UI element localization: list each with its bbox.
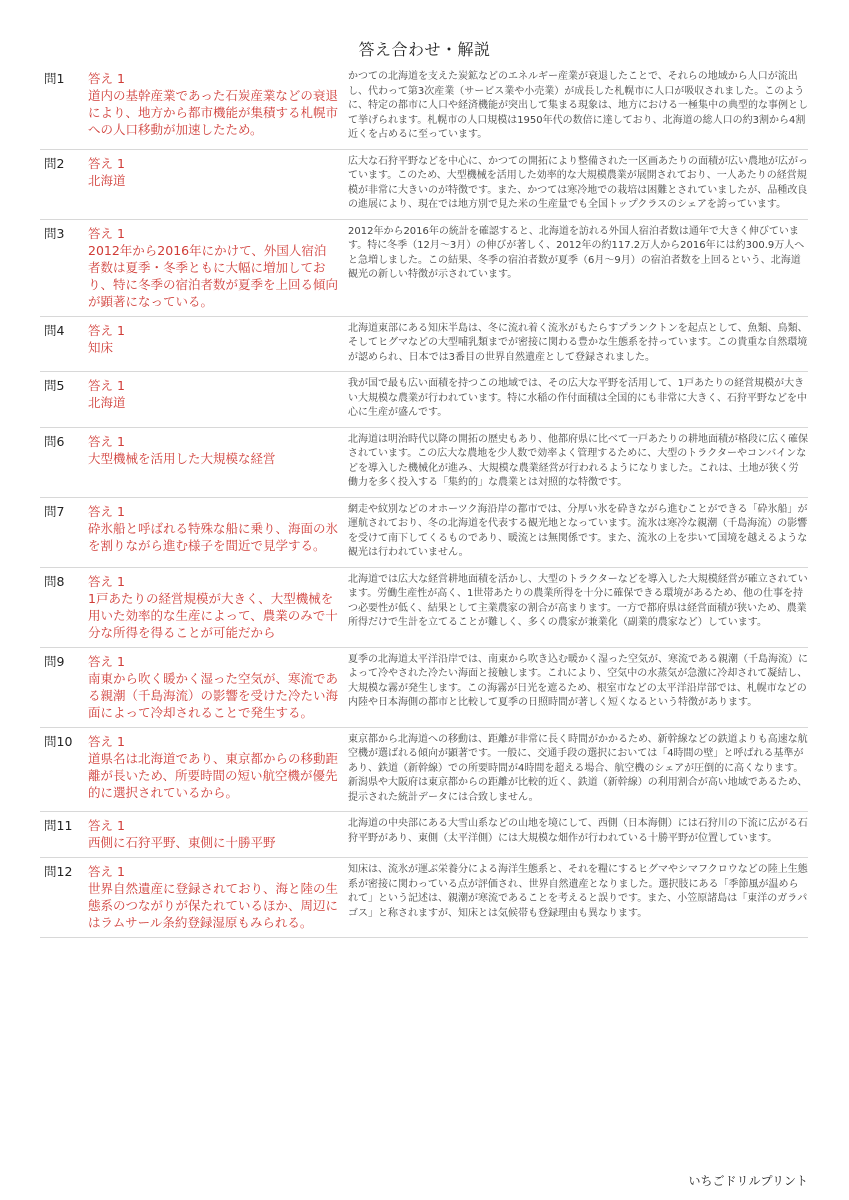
- answer-cell: [86, 573, 338, 641]
- answer-cell: [86, 817, 338, 851]
- answer-cell: [86, 733, 338, 806]
- answer-label: 答え 1: [88, 503, 125, 519]
- answer-row-3: [40, 220, 808, 317]
- answer-label: 答え 1: [88, 71, 125, 86]
- answer-row-6: [40, 428, 808, 498]
- explanation-text: 北海道東部にある知床半島は、冬に流れ着く流氷がもたらすプランクトンを起点として、魚類、鳥類、そしてヒグマなどの大型哺乳類までが密接に関わる豊かな生態系を持っています。この貴重な自然環境が認められ、日本では3番目の世界自然遺産として登録されました。: [348, 322, 808, 363]
- explanation-text: 広大な石狩平野などを中心に、かつての開拓により整備された一区画あたりの面積が広い農地が広がっています。このため、大型機械を活用した効率的な大規模農業が展開されており、一人あたりの経営規模が非常に大きいのが特徴です。また、かつては寒冷地での栽培は困難とされていましたが、品種改良の進展により、現在では地方別で見た米の生産量でも全国トップクラスのシェアを誇っています。: [348, 155, 808, 210]
- answer-row-1: [40, 65, 808, 150]
- answer-row-11: [40, 812, 808, 858]
- question-number: 問10: [44, 733, 73, 749]
- answer-cell: [86, 70, 338, 143]
- answer-row-9: [40, 648, 808, 728]
- answer-row-7: [40, 498, 808, 568]
- question-number: 問2: [44, 155, 65, 171]
- explanation-text: 我が国で最も広い面積を持つこの地域では、その広大な平野を活用して、1戸あたりの経営規模が大きい大規模な農業が行われています。特に水稲の作付面積は全国的にも非常に大きく、石狩平野などを中心に生産が盛んです。: [348, 378, 807, 418]
- answer-text: 道内の基幹産業であった石炭産業などの衰退により、地方から都市機能が集積する札幌市への人口移動が加速したため。: [88, 88, 339, 137]
- question-number: 問4: [44, 322, 65, 338]
- answer-label: 答え 1: [88, 818, 125, 833]
- question-number: 問6: [44, 433, 65, 449]
- question-number: 問11: [44, 818, 73, 833]
- answer-text: 砕氷船と呼ばれる特殊な船に乗り、海面の氷を割りながら進む様子を間近で見学する。: [88, 520, 339, 553]
- answer-cell: [86, 653, 338, 721]
- answer-cell: [86, 322, 338, 366]
- answer-row-5: [40, 372, 808, 428]
- answer-cell: [86, 225, 338, 310]
- answer-text: 西側に石狩平野、東側に十勝平野: [88, 835, 276, 850]
- answer-label: 答え 1: [88, 378, 125, 393]
- answer-label: 答え 1: [88, 573, 125, 589]
- answer-text: 世界自然遺産に登録されており、海と陸の生態系のつながりが保たれているほか、周辺にはラムサール条約登録湿原もみられる。: [88, 881, 339, 930]
- question-number: 問3: [44, 225, 65, 241]
- answer-cell: [86, 503, 338, 561]
- question-number: 問1: [44, 71, 65, 86]
- answer-text: 知床: [88, 339, 114, 355]
- explanation-text: かつての北海道を支えた炭鉱などのエネルギー産業が衰退したことで、それらの地域から人口が流出し、代わって第3次産業（サービス業や小売業）が成長した札幌市に人口が吸収されました。このように、特定の都市に人口や経済機能が突出して集まる現象は、地方における一極集中の典型的な事例として挙げられます。札幌市の人口規模は1950年代の数倍に達しており、北海道の総人口の約3割から4割近くを占めるに至っています。: [348, 71, 808, 140]
- answer-cell: [86, 155, 338, 213]
- explanation-text: 夏季の北海道太平洋沿岸では、南東から吹き込む暖かく湿った空気が、寒流である親潮（千島海流）によって冷やされた冷たい海面と接触します。これにより、空気中の水蒸気が急激に冷却されて凝結し、大規模な霧が発生します。この海霧が日光を遮るため、根室市などの太平洋沿岸部では、札幌市などの内陸や日本海側の都市と比較して夏季の日照時間が著しく短くなるという特徴があります。: [348, 653, 808, 708]
- question-number: 問12: [44, 864, 73, 879]
- answer-cell: [86, 433, 338, 491]
- answer-table: [40, 65, 808, 938]
- answer-row-12: [40, 858, 808, 938]
- answer-row-8: [40, 568, 808, 648]
- explanation-text: 知床は、流氷が運ぶ栄養分による海洋生態系と、それを糧にするヒグマやシマフクロウなどの陸上生態系が密接に関わっている点が評価され、世界自然遺産となりました。選択肢にある「季節風が温められて」という記述は、親潮が寒流であることを考えると誤りです。また、小笠原諸島は「東洋のガラパゴス」と称されますが、知床とは気候帯も登録理由も異なります。: [348, 864, 808, 919]
- answer-row-2: [40, 150, 808, 220]
- answer-text: 大型機械を活用した大規模な経営: [88, 450, 276, 466]
- answer-cell: [86, 377, 338, 421]
- answer-row-10: [40, 728, 808, 813]
- answer-label: 答え 1: [88, 433, 125, 449]
- answer-row-4: [40, 317, 808, 373]
- question-number: 問7: [44, 503, 65, 519]
- explanation-text: 北海道は明治時代以降の開拓の歴史もあり、他都府県に比べて一戸あたりの耕地面積が格段に広く確保されています。この広大な農地を少人数で効率よく管理するために、大型のトラクターやコンバインなどを導入した機械化が進み、大規模な農業経営が行われるようになりました。これは、土地が狭く労働力を多く投入する「集約的」な農業とは対照的な特徴です。: [348, 433, 808, 488]
- answer-text: 南東から吹く暖かく湿った空気が、寒流である親潮（千島海流）の影響を受けた冷たい海面によって冷却されることで発生する。: [88, 670, 339, 720]
- explanation-text: 2012年から2016年の統計を確認すると、北海道を訪れる外国人宿泊者数は通年で大きく伸びています。特に冬季（12月〜3月）の伸びが著しく、2012年の約117.2万人から2016年には約300.9万人へと急増しました。この結果、冬季の宿泊者数が夏季（6月〜9月）の宿泊者数を上回るという、北海道観光の新しい特徴が示されています。: [348, 225, 805, 280]
- footer-brand: いちごドリルプリント: [688, 1174, 808, 1188]
- question-number: 問9: [44, 653, 65, 669]
- explanation-text: 北海道の中央部にある大雪山系などの山地を境にして、西側（日本海側）には石狩川の下流に広がる石狩平野があり、東側（太平洋側）には大規模な畑作が行われている十勝平野が位置しています。: [348, 818, 808, 844]
- page-title: 答え合わせ・解説: [358, 40, 491, 59]
- answer-label: 答え 1: [88, 155, 125, 171]
- answer-text: 北海道: [88, 395, 126, 410]
- answer-text: 1戸あたりの経営規模が大きく、大型機械を用いた効率的な生産によって、農業のみで十分な所得を得ることが可能だから: [88, 590, 338, 640]
- answer-label: 答え 1: [88, 733, 125, 749]
- answer-cell: [86, 863, 338, 931]
- explanation-text: 東京都から北海道への移動は、距離が非常に長く時間がかかるため、新幹線などの鉄道よりも高速な航空機が選ばれる傾向が顕著です。一般に、交通手段の選択においては「4時間の壁」と呼ばれる基準があり、鉄道（新幹線）での所要時間が4時間を超える場合、航空機のシェアが圧倒的に高くなります。新潟県や大阪府は東京都からの距離が比較的近く、鉄道（新幹線）の利用割合が高い地域であるため、提示された統計データには合致しません。: [348, 733, 808, 803]
- question-number: 問8: [44, 573, 65, 589]
- answer-label: 答え 1: [88, 322, 125, 338]
- answer-text: 道県名は北海道であり、東京都からの移動距離が長いため、所要時間の短い航空機が優先的に選択されているから。: [88, 750, 339, 800]
- answer-text: 北海道: [88, 172, 126, 188]
- explanation-text: 北海道では広大な経営耕地面積を活かし、大型のトラクターなどを導入した大規模経営が確立されています。労働生産性が高く、1世帯あたりの農業所得を十分に確保できる環境があるため、他の仕事を持つ必要性が低く、結果として主業農家の割合が高まります。一方で都府県は経営面積が狭いため、農業所得だけで生計を立てることが難しく、多くの農家が兼業化（副業的農家など）しています。: [348, 573, 808, 628]
- answer-label: 答え 1: [88, 864, 125, 879]
- question-number: 問5: [44, 378, 65, 393]
- answer-label: 答え 1: [88, 225, 125, 241]
- explanation-text: 網走や紋別などのオホーツク海沿岸の都市では、分厚い氷を砕きながら進むことができる「砕氷船」が運航されており、冬の北海道を代表する観光地となっています。流氷は寒冷な親潮（千島海流）の影響を受けて南下してくるものであり、暖流とは無関係です。また、流氷の上を歩いて国境を越えるような観光は行われていません。: [348, 503, 808, 558]
- answer-text: 2012年から2016年にかけて、外国人宿泊者数は夏季・冬季ともに大幅に増加しており、特に冬季の宿泊者数が夏季を上回る傾向が顕著になっている。: [88, 242, 339, 309]
- answer-label: 答え 1: [88, 653, 125, 669]
